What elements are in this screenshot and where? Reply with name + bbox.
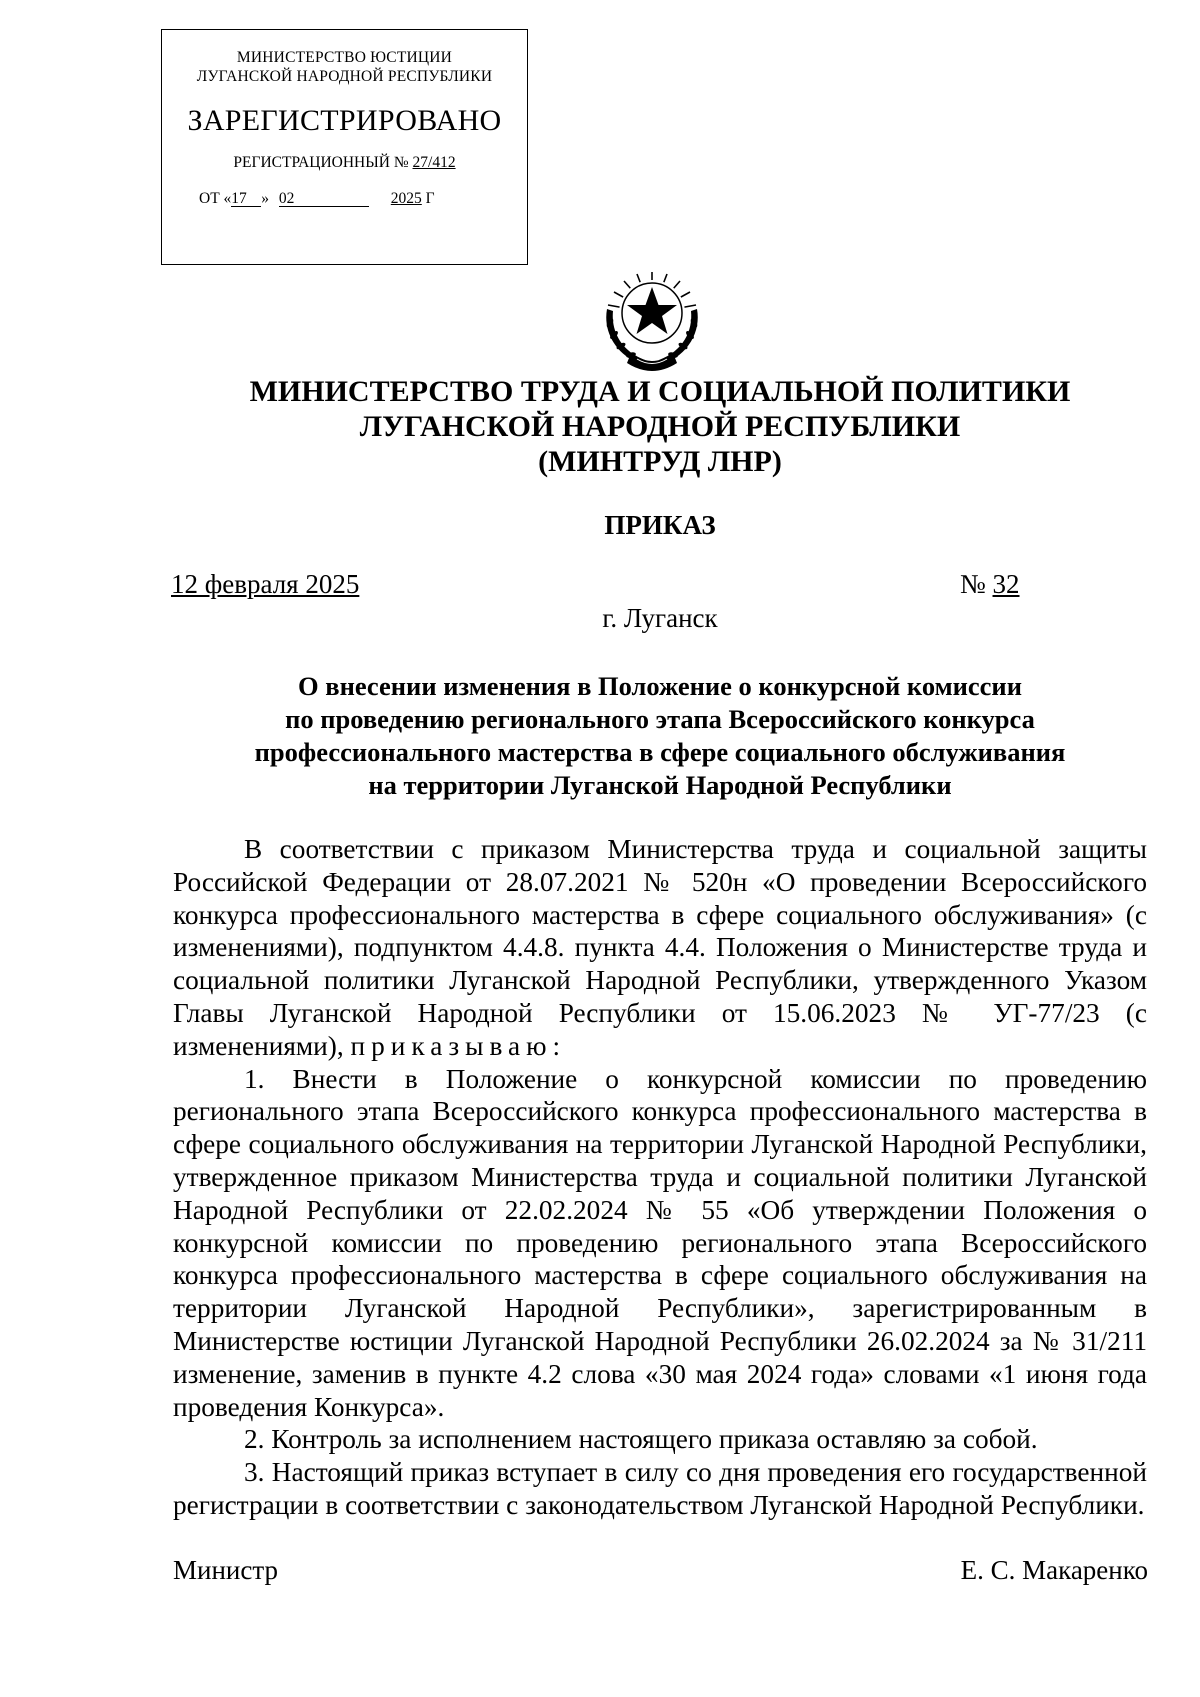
- stamp-registration-number: [162, 154, 527, 172]
- subject-line-3: профессионального мастерства в сфере социального обслуживания: [254, 737, 1066, 767]
- stamp-registered-label: ЗАРЕГИСТРИРОВАНО: [187, 104, 502, 137]
- subject-line-1: О внесении изменения в Положение о конкурсной комиссии: [298, 671, 1022, 701]
- stamp-reg-label: РЕГИСТРАЦИОННЫЙ №: [233, 154, 409, 171]
- preamble-paragraph: [173, 833, 1147, 1063]
- order-title: ПРИКАЗ: [604, 510, 716, 540]
- stamp-month: 02: [279, 191, 369, 207]
- stamp-year-suffix: Г: [425, 190, 435, 207]
- subject-line-4: на территории Луганской Народной Республики: [368, 770, 952, 800]
- order-word: приказываю:: [350, 1030, 567, 1061]
- item-3-paragraph: 3. Настоящий приказ вступает в силу со дня проведения его государственной регистрации в соответствии с законодательством Луганской Народной Республики.: [173, 1457, 1147, 1520]
- ministry-line-1: МИНИСТЕРСТВО ТРУДА И СОЦИАЛЬНОЙ ПОЛИТИКИ: [249, 375, 1071, 408]
- lpr-coat-of-arms-icon: [597, 269, 707, 373]
- subject-line-2: по проведению регионального этапа Всероссийского конкурса: [285, 704, 1035, 734]
- order-body: [173, 833, 1147, 1522]
- preamble-text: В соответствии с приказом Министерства труда и социальной защиты Российской Федерации от 28.07.2021 № 520н «О проведении Всероссийского конкурса профессионального мастерства в сфере социального обслуживания» (с изменениями), подпунктом 4.4.8. пункта 4.4. Положения о Министерстве труда и социальной политики Луганской Народной Республики, утвержденного Указом Главы Луганской Народной Республики от 15.06.2023 № УГ-77/23 (с изменениями),: [173, 834, 1147, 1061]
- order-number: [960, 569, 1020, 600]
- stamp-org-line-2: ЛУГАНСКОЙ НАРОДНОЙ РЕСПУБЛИКИ: [196, 68, 493, 85]
- order-subject: [160, 670, 1160, 802]
- stamp-reg-number: 27/412: [412, 154, 456, 171]
- ministry-line-3: (МИНТРУД ЛНР): [538, 445, 782, 478]
- stamp-org-line-1: МИНИСТЕРСТВО ЮСТИЦИИ: [236, 49, 453, 66]
- stamp-date-prefix: ОТ «: [199, 190, 232, 207]
- item-1-paragraph: 1. Внести в Положение о конкурсной комиссии по проведению регионального этапа Всероссийского конкурса профессионального мастерства в сфере социального обслуживания на территории Луганской Народной Республики, утвержденное приказом Министерства труда и социальной политики Луганской Народной Республики от 22.02.2024 № 55 «Об утверждении Положения о конкурсной комиссии по проведению регионального этапа Всероссийского конкурса профессионального мастерства в сфере социального обслуживания на территории Луганской Народной Республики», зарегистрированным в Министерстве юстиции Луганской Народной Республики 26.02.2024 за № 31/211 изменение, заменив в пункте 4.2 слова «30 мая 2024 года» словами «1 июня года проведения Конкурса».: [173, 1063, 1147, 1422]
- ministry-header: [160, 374, 1160, 479]
- order-city: г. Луганск: [602, 603, 718, 633]
- stamp-year: 2025: [390, 190, 422, 207]
- order-date: 12 февраля 2025: [171, 569, 360, 599]
- stamp-date-mid: »: [261, 190, 270, 207]
- order-number-value: 32: [992, 569, 1020, 599]
- registration-stamp: [161, 29, 528, 265]
- signatory-position: Министр: [173, 1555, 278, 1585]
- signatory-name: Е. С. Макаренко: [960, 1555, 1148, 1585]
- stamp-registration-date: [162, 190, 527, 208]
- ministry-line-2: ЛУГАНСКОЙ НАРОДНОЙ РЕСПУБЛИКИ: [359, 410, 961, 443]
- order-number-label: №: [960, 569, 986, 599]
- stamp-organization: [162, 48, 527, 86]
- item-2-paragraph: 2. Контроль за исполнением настоящего приказа оставляю за собой.: [244, 1424, 1038, 1455]
- stamp-day: 17: [231, 191, 261, 207]
